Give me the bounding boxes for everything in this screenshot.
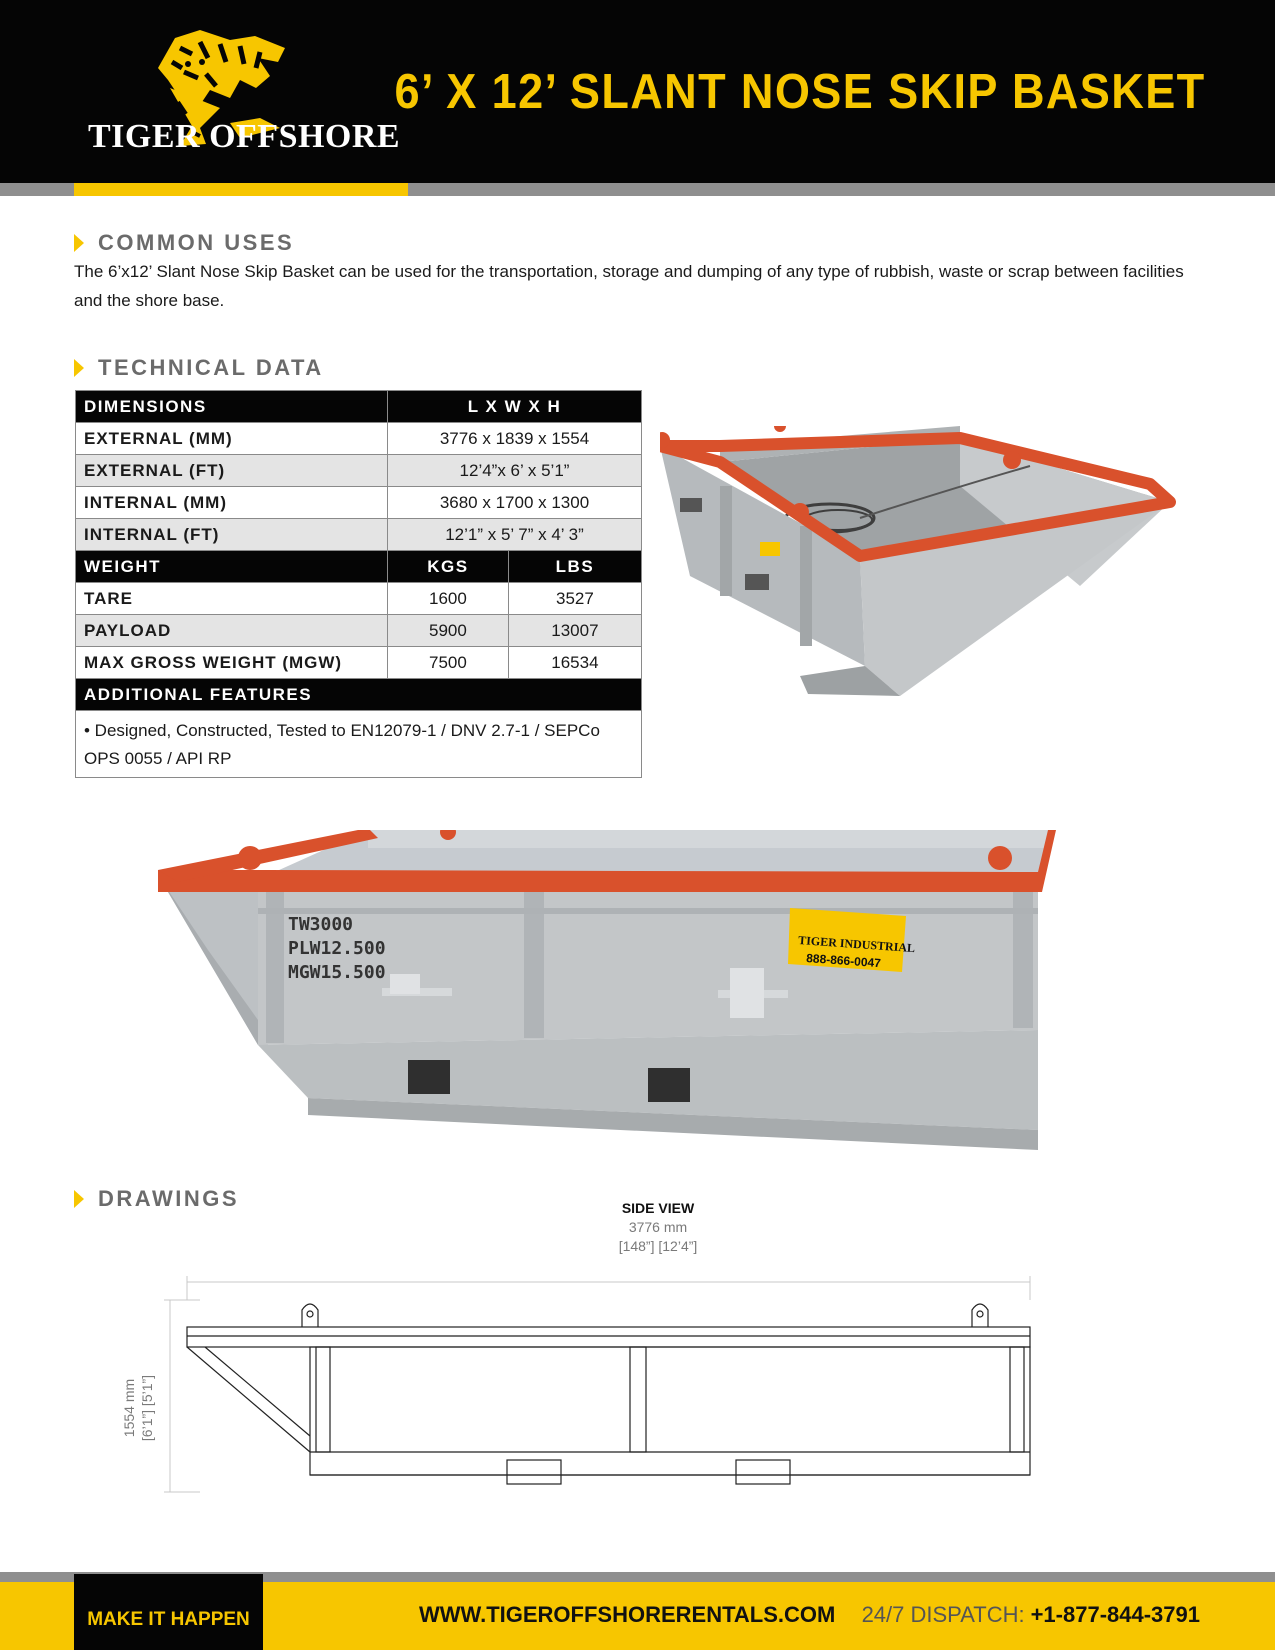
- sticker-phone: 888-866-0047: [805, 951, 882, 971]
- header-accent-bar: [74, 183, 408, 196]
- table-row: TARE 1600 3527: [76, 583, 642, 615]
- table-row: EXTERNAL (FT) 12’4”x 6’ x 5’1”: [76, 455, 642, 487]
- height-mm: 1554 mm: [121, 1378, 137, 1438]
- lbs-header: LBS: [508, 551, 641, 583]
- feature-item: • Designed, Constructed, Tested to EN12079-1 / DNV 2.7-1 / SEPCo OPS 0055 / API RP: [76, 711, 642, 778]
- features-row: [76, 711, 642, 778]
- technical-data-heading: TECHNICAL DATA: [74, 353, 324, 383]
- marking-tare: TW3000: [288, 914, 354, 935]
- weight-header-row: [76, 551, 642, 583]
- dimensions-unit: L X W X H: [388, 391, 642, 423]
- length-mm: 3776 mm: [628, 1219, 688, 1235]
- arrow-icon: [74, 234, 84, 252]
- height-dimension: [120, 1338, 156, 1478]
- common-uses-text: The 6’x12’ Slant Nose Skip Basket can be used for the transportation, storage and dumping of any type of rubbish, waste or scrap between facilities and the shore base.: [74, 262, 1184, 310]
- technical-data-table: [75, 390, 642, 778]
- dispatch-number[interactable]: +1-877-844-3791: [1030, 1602, 1200, 1627]
- side-view-drawing: [160, 1270, 1060, 1510]
- marking-payload: PLW12.500: [288, 938, 386, 959]
- table-row: PAYLOAD 5900 13007: [76, 615, 642, 647]
- table-row: MAX GROSS WEIGHT (MGW) 7500 16534: [76, 647, 642, 679]
- kgs-header: KGS: [388, 551, 509, 583]
- table-row: INTERNAL (MM) 3680 x 1700 x 1300: [76, 487, 642, 519]
- weight-header: WEIGHT: [76, 551, 388, 583]
- drawings-heading: DRAWINGS: [74, 1184, 239, 1214]
- slogan: MAKE IT HAPPEN: [87, 1609, 250, 1630]
- slogan-block: [74, 1574, 263, 1650]
- length-imperial: [148”] [12’4”]: [618, 1238, 698, 1254]
- dimensions-header-row: [76, 391, 642, 423]
- dimensions-header: DIMENSIONS: [76, 391, 388, 423]
- marking-mgw: MGW15.500: [288, 962, 386, 983]
- features-header: ADDITIONAL FEATURES: [76, 679, 642, 711]
- logo-wordmark: TIGER OFFSHORE: [88, 118, 401, 155]
- skip-basket-photo-angled: [660, 426, 1200, 746]
- page-header: [0, 0, 1275, 183]
- dispatch-contact: [862, 1602, 1200, 1628]
- table-row: INTERNAL (FT) 12’1” x 5’ 7” x 4’ 3”: [76, 519, 642, 551]
- features-header-row: [76, 679, 642, 711]
- table-row: EXTERNAL (MM) 3776 x 1839 x 1554: [76, 423, 642, 455]
- common-uses-heading: COMMON USES: [74, 228, 294, 258]
- website-link[interactable]: WWW.TIGEROFFSHORERENTALS.COM: [419, 1602, 836, 1627]
- page-title: 6’ X 12’ SLANT NOSE SKIP BASKET: [394, 65, 1206, 119]
- side-view-title: SIDE VIEW: [621, 1200, 695, 1216]
- height-imperial: [6’1”] [5’1”]: [139, 1374, 155, 1442]
- arrow-icon: [74, 359, 84, 377]
- dispatch-label: 24/7 DISPATCH:: [861, 1602, 1025, 1627]
- sticker-brand: TIGER INDUSTRIAL: [797, 933, 916, 956]
- tiger-offshore-logo: [80, 28, 400, 188]
- arrow-icon: [74, 1190, 84, 1208]
- skip-basket-photo-side: [158, 830, 1098, 1185]
